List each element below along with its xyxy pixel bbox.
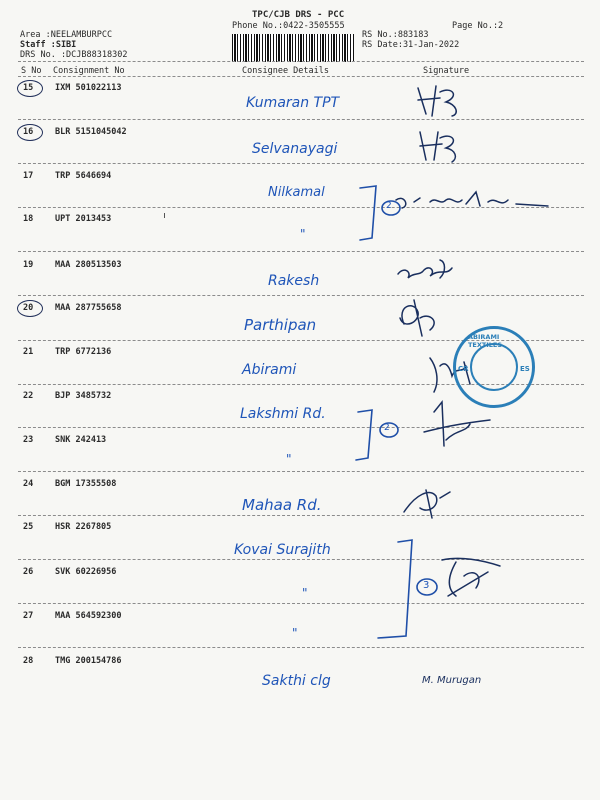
phone-number: Phone No.:0422-3505555 xyxy=(232,21,345,31)
seal-text-top: ABIRAMI TEXTILES xyxy=(468,333,503,349)
handwritten-consignee-17: Nilkamal xyxy=(268,185,325,200)
signature-row-28: M. Murugan xyxy=(422,675,482,686)
table-row-19-consignment: MAA 280513503 xyxy=(55,260,122,270)
company-seal xyxy=(453,326,535,408)
seal-text-left: CR xyxy=(458,365,469,373)
staff-label: Staff :SIBI xyxy=(20,40,77,50)
table-row-23-sno: 23 xyxy=(23,435,34,445)
table-row-18-sno: 18 xyxy=(23,214,34,224)
handwritten-consignee-21: Abirami xyxy=(242,362,297,378)
table-row-24-sno: 24 xyxy=(23,479,34,489)
table-row-25-sno: 25 xyxy=(23,522,34,532)
table-row-17-sno: 17 xyxy=(23,171,34,181)
stray-mark xyxy=(164,213,165,218)
table-row-19-sno: 19 xyxy=(23,260,34,270)
handwritten-consignee-25: Kovai Surajith xyxy=(234,542,331,558)
handwritten-consignee-27: " xyxy=(292,626,298,640)
handwritten-consignee-16: Selvanayagi xyxy=(252,141,338,157)
table-row-22-consignment: BJP 3485732 xyxy=(55,391,112,401)
handwritten-consignee-18: " xyxy=(300,227,306,241)
seal-text-right: ES xyxy=(520,365,530,373)
table-row-20-consignment: MAA 287755658 xyxy=(55,303,122,313)
table-row-15-sno: 15 xyxy=(23,83,34,93)
table-row-27-sno: 27 xyxy=(23,611,34,621)
table-row-21-sno: 21 xyxy=(23,347,34,357)
column-header-signature: Signature xyxy=(423,66,470,76)
handwritten-consignee-28: Sakthi clg xyxy=(262,673,331,689)
column-header-consignment: Consignment No xyxy=(53,66,125,76)
table-row-23-consignment: SNK 242413 xyxy=(55,435,107,445)
table-row-15-consignment: IXM 501022113 xyxy=(55,83,122,93)
table-row-28-sno: 28 xyxy=(23,656,34,666)
table-row-25-consignment: HSR 2267805 xyxy=(55,522,112,532)
mark-row-22: 2 xyxy=(384,423,390,433)
table-row-26-consignment: SVK 60226956 xyxy=(55,567,117,577)
drs-number: DRS No. :DCJB88318302 xyxy=(20,50,128,60)
document-title: TPC/CJB DRS - PCC xyxy=(252,10,345,20)
table-row-16-sno: 16 xyxy=(23,127,34,137)
mark-row-17: 2 xyxy=(386,201,392,211)
table-row-26-sno: 26 xyxy=(23,567,34,577)
table-row-22-sno: 22 xyxy=(23,391,34,401)
handwritten-consignee-20: Parthipan xyxy=(244,316,317,334)
mark-row-26: 3 xyxy=(423,580,430,591)
table-row-20-sno: 20 xyxy=(23,303,34,313)
page-number: Page No.:2 xyxy=(452,21,504,31)
handwritten-consignee-22: Lakshmi Rd. xyxy=(240,406,326,422)
rs-number: RS No.:883183 xyxy=(362,30,429,40)
table-row-17-consignment: TRP 5646694 xyxy=(55,171,112,181)
handwritten-consignee-24: Mahaa Rd. xyxy=(242,496,322,514)
table-row-16-consignment: BLR 5151045042 xyxy=(55,127,127,137)
column-header-consignee: Consignee Details xyxy=(242,66,329,76)
column-header-sno: S No xyxy=(21,66,42,76)
handwritten-consignee-19: Rakesh xyxy=(268,273,320,289)
rs-date: RS Date:31-Jan-2022 xyxy=(362,40,460,50)
area-label: Area :NEELAMBURPCC xyxy=(20,30,113,40)
table-row-27-consignment: MAA 564592300 xyxy=(55,611,122,621)
handwritten-consignee-23: " xyxy=(286,452,292,466)
table-row-21-consignment: TRP 6772136 xyxy=(55,347,112,357)
table-row-28-consignment: TMG 200154786 xyxy=(55,656,122,666)
handwritten-consignee-15: Kumaran TPT xyxy=(246,95,340,111)
table-row-24-consignment: BGM 17355508 xyxy=(55,479,117,489)
handwritten-consignee-26: " xyxy=(302,586,308,600)
table-row-18-consignment: UPT 2013453 xyxy=(55,214,112,224)
